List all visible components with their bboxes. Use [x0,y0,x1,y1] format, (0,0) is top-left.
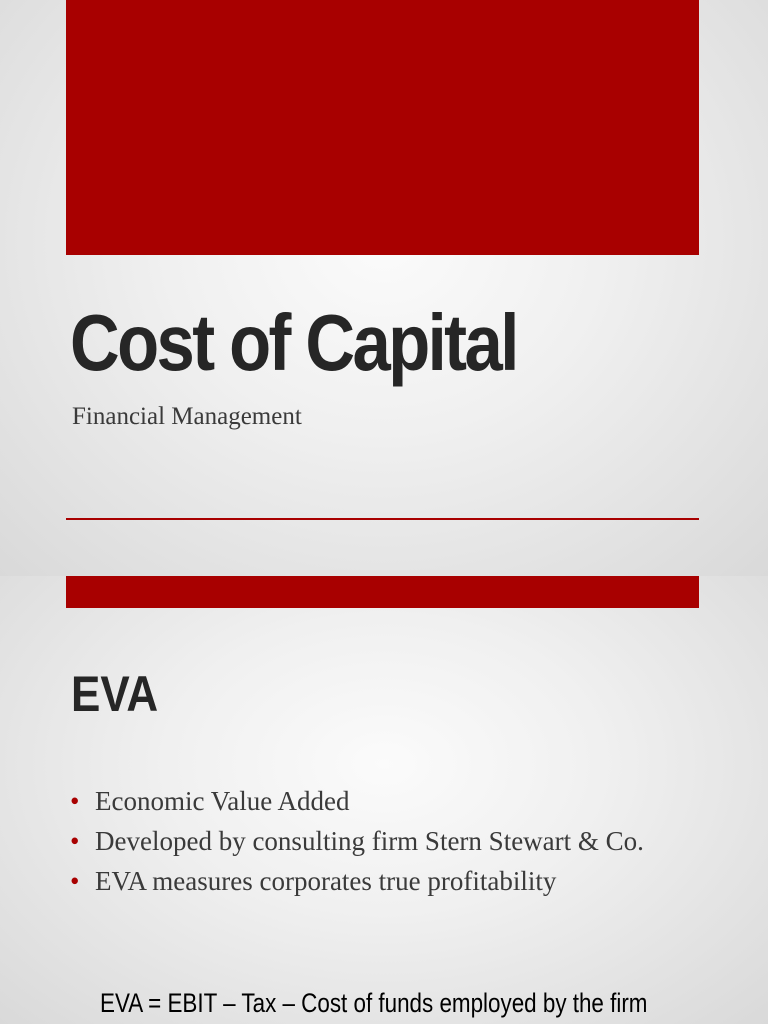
bullet-text: Developed by consulting firm Stern Stewart & Co. [95,826,644,856]
bullet-marker-icon: • [70,786,80,816]
bullet-text: EVA measures corporates true profitability [95,866,557,896]
bullet-list [70,784,690,904]
title-red-banner [66,0,699,255]
eva-slide [0,576,768,1024]
bullet-marker-icon: • [70,826,80,856]
slide-title: Cost of Capital [70,298,517,387]
eva-red-banner [66,576,699,608]
bullet-item [70,824,690,858]
slide-subtitle: Financial Management [72,403,302,430]
bullet-item [70,784,690,818]
divider-line [66,518,699,520]
bullet-marker-icon: • [70,866,80,896]
eva-formula: EVA = EBIT – Tax – Cost of funds employed by the firm [100,988,648,1018]
bullet-item [70,864,690,898]
bullet-text: Economic Value Added [95,786,350,816]
slide-heading: EVA [71,666,159,722]
